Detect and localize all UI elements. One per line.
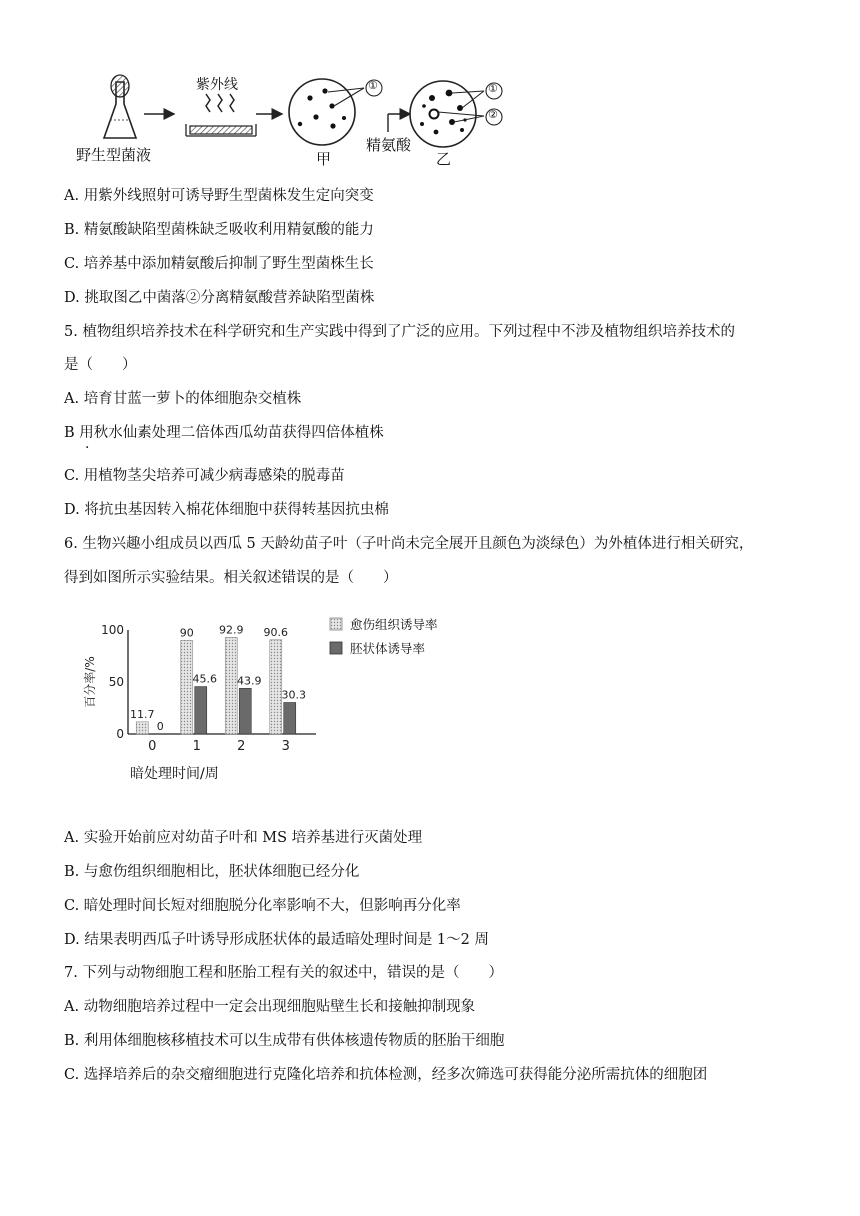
stray-dot: · (85, 440, 90, 456)
x-tick-label: 2 (237, 739, 246, 754)
uv-label: 紫外线 (196, 77, 238, 93)
q5-option-d: D. 将抗虫基因转入棉花体细胞中获得转基因抗虫棉 (64, 502, 389, 518)
arginine-label: 精氨酸 (366, 136, 412, 154)
bar-callus (270, 640, 282, 734)
colony-marker-2: ② (488, 108, 498, 121)
q7-option-a: A. 动物细胞培养过程中一定会出现细胞贴壁生长和接触抑制现象 (64, 999, 476, 1015)
colony-marker-1b: ① (488, 82, 498, 95)
flask-label: 野生型菌液 (76, 146, 152, 164)
y-tick-label: 100 (101, 623, 124, 637)
q4-option-a: A. 用紫外线照射可诱导野生型菌株发生定向突变 (64, 188, 374, 204)
plate-b-label: 乙 (436, 150, 452, 168)
y-tick-label: 50 (108, 675, 124, 689)
q5-option-b: B 用秋水仙素处理二倍体西瓜幼苗获得四倍体植株 (64, 425, 384, 441)
x-tick-label: 3 (281, 739, 290, 754)
q6-option-b: B. 与愈伤组织细胞相比，胚状体细胞已经分化 (64, 864, 360, 880)
x-tick-label: 1 (192, 739, 201, 754)
data-label: 0 (156, 720, 164, 733)
data-label: 90 (179, 626, 194, 640)
q7-stem: 7. 下列与动物细胞工程和胚胎工程有关的叙述中，错误的是（ ） (64, 965, 503, 981)
data-label: 45.6 (192, 672, 217, 686)
q5-option-a: A. 培育甘蓝一萝卜的体细胞杂交植株 (64, 391, 302, 407)
colony-marker-1: ① (368, 79, 378, 92)
data-label: 30.3 (281, 688, 306, 702)
bar-embryoid (195, 687, 207, 734)
q6-option-c: C. 暗处理时间长短对细胞脱分化率影响不大，但影响再分化率 (64, 898, 461, 914)
q4-option-d: D. 挑取图乙中菌落②分离精氨酸营养缺陷型菌株 (64, 290, 375, 306)
x-axis-label: 暗处理时间/周 (130, 766, 219, 782)
q5-option-c: C. 用植物茎尖培养可减少病毒感染的脱毒苗 (64, 468, 345, 484)
induction-rate-chart (78, 612, 458, 792)
bar-callus (136, 722, 148, 734)
q7-option-b: B. 利用体细胞核移植技术可以生成带有供体核遗传物质的胚胎干细胞 (64, 1033, 505, 1049)
plate-a-label: 甲 (316, 150, 332, 168)
q5-stem-line2: 是（ ） (64, 357, 137, 373)
y-axis-label: 百分率/% (83, 656, 97, 708)
uv-lamp-icon (186, 94, 256, 136)
y-tick-label: 0 (116, 727, 124, 741)
q4-option-c: C. 培养基中添加精氨酸后抑制了野生型菌株生长 (64, 256, 374, 272)
legend-label: 胚状体诱导率 (350, 641, 426, 656)
bar-callus (181, 640, 193, 734)
q7-option-c: C. 选择培养后的杂交瘤细胞进行克隆化培养和抗体检测，经多次筛选可获得能分泌所需抗体的细胞团 (64, 1067, 708, 1083)
data-label: 90.6 (263, 625, 288, 639)
legend-swatch (330, 618, 342, 630)
data-label: 92.9 (219, 623, 244, 637)
legend-label: 愈伤组织诱导率 (350, 617, 438, 632)
q6-stem-line1: 6. 生物兴趣小组成员以西瓜 5 天龄幼苗子叶（子叶尚未完全展开且颜色为淡绿色）为外植体进行相关研究， (64, 536, 754, 552)
q6-option-d: D. 结果表明西瓜子叶诱导形成胚状体的最适暗处理时间是 1～2 周 (64, 932, 489, 948)
q5-stem-line1: 5. 植物组织培养技术在科学研究和生产实践中得到了广泛的应用。下列过程中不涉及植物组织培养技术的 (64, 324, 735, 340)
bar-callus (225, 637, 237, 734)
data-label: 43.9 (237, 674, 262, 688)
q6-option-a: A. 实验开始前应对幼苗子叶和 MS 培养基进行灭菌处理 (64, 830, 423, 846)
q4-option-b: B. 精氨酸缺陷型菌株缺乏吸收利用精氨酸的能力 (64, 222, 374, 238)
x-tick-label: 0 (148, 739, 157, 754)
bar-embryoid (239, 688, 251, 734)
data-label: 11.7 (130, 707, 155, 721)
bar-embryoid (284, 702, 296, 734)
q6-stem-line2: 得到如图所示实验结果。相关叙述错误的是（ ） (64, 570, 398, 586)
legend-swatch (330, 642, 342, 654)
flask-icon (104, 75, 136, 138)
